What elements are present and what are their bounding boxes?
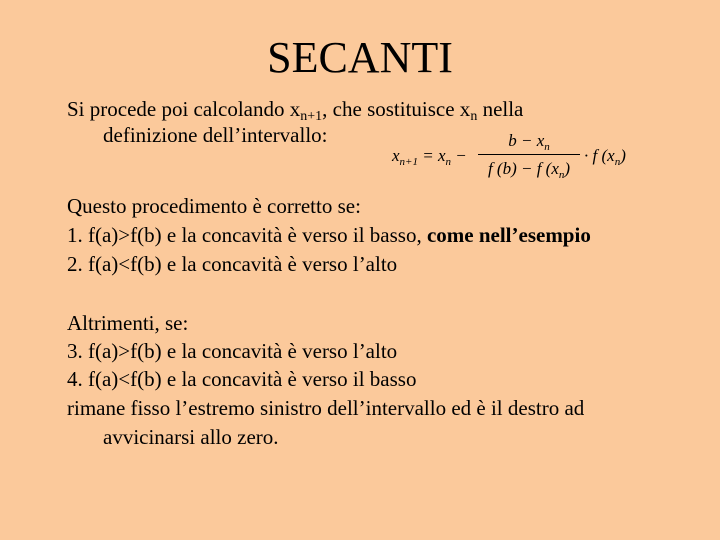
intro-text-c: nella [477,97,524,121]
formula-xn-subscript: n [445,156,452,168]
intro-subscript-n-plus-1: n+1 [300,109,323,124]
formula-numerator-text: b − x [508,131,545,150]
formula-right-side [584,146,626,168]
formula-denominator-text: f (b) − f (x [487,159,559,178]
formula-left-side [392,146,467,168]
formula-rhs-close: ) [620,146,626,165]
formula-numerator [478,130,580,152]
conclusion-line-2: avvicinarsi allo zero. [103,425,279,449]
otherwise-item-3: 3. f(a)>f(b) e la concavità è verso l’alto [67,339,398,363]
condition-item-1-text: 1. f(a)>f(b) e la concavità è verso il basso, [67,223,427,247]
slide-title: SECANTI [267,33,453,82]
formula-denominator-close: ) [564,159,571,178]
otherwise-item-4: 4. f(a)<f(b) e la concavità è verso il basso [67,367,417,391]
conditions-heading: Questo procedimento è corretto se: [67,194,361,218]
formula-denominator-subscript: n [558,169,565,181]
intro-line-1 [67,96,523,122]
formula-rhs-subscript: n [614,156,621,168]
formula-fraction-bar [478,154,580,155]
formula-minus: − [451,146,467,165]
formula-numerator-subscript: n [544,141,550,153]
formula-rhs-text: · f (x [584,146,615,165]
condition-item-1-emphasis: come nell’esempio [426,223,591,247]
intro-line-2: definizione dell’intervallo: [103,123,328,147]
conclusion-line-1: rimane fisso l’estremo sinistro dell’intervallo ed è il destro ad [67,396,585,420]
intro-text-b: , che sostituisce x [322,97,471,121]
intro-text-a: Si procede poi calcolando x [67,97,301,121]
formula-fraction [478,130,580,181]
condition-item-2: 2. f(a)<f(b) e la concavità è verso l’alto [67,252,398,276]
formula-x: x [392,146,400,165]
otherwise-heading: Altrimenti, se: [67,311,189,335]
intro-subscript-n: n [470,109,478,124]
formula-x-subscript: n+1 [399,156,418,168]
formula-equals-x: = x [417,146,446,165]
condition-item-1 [67,222,591,248]
formula-denominator [478,157,580,181]
secant-formula [392,130,652,186]
